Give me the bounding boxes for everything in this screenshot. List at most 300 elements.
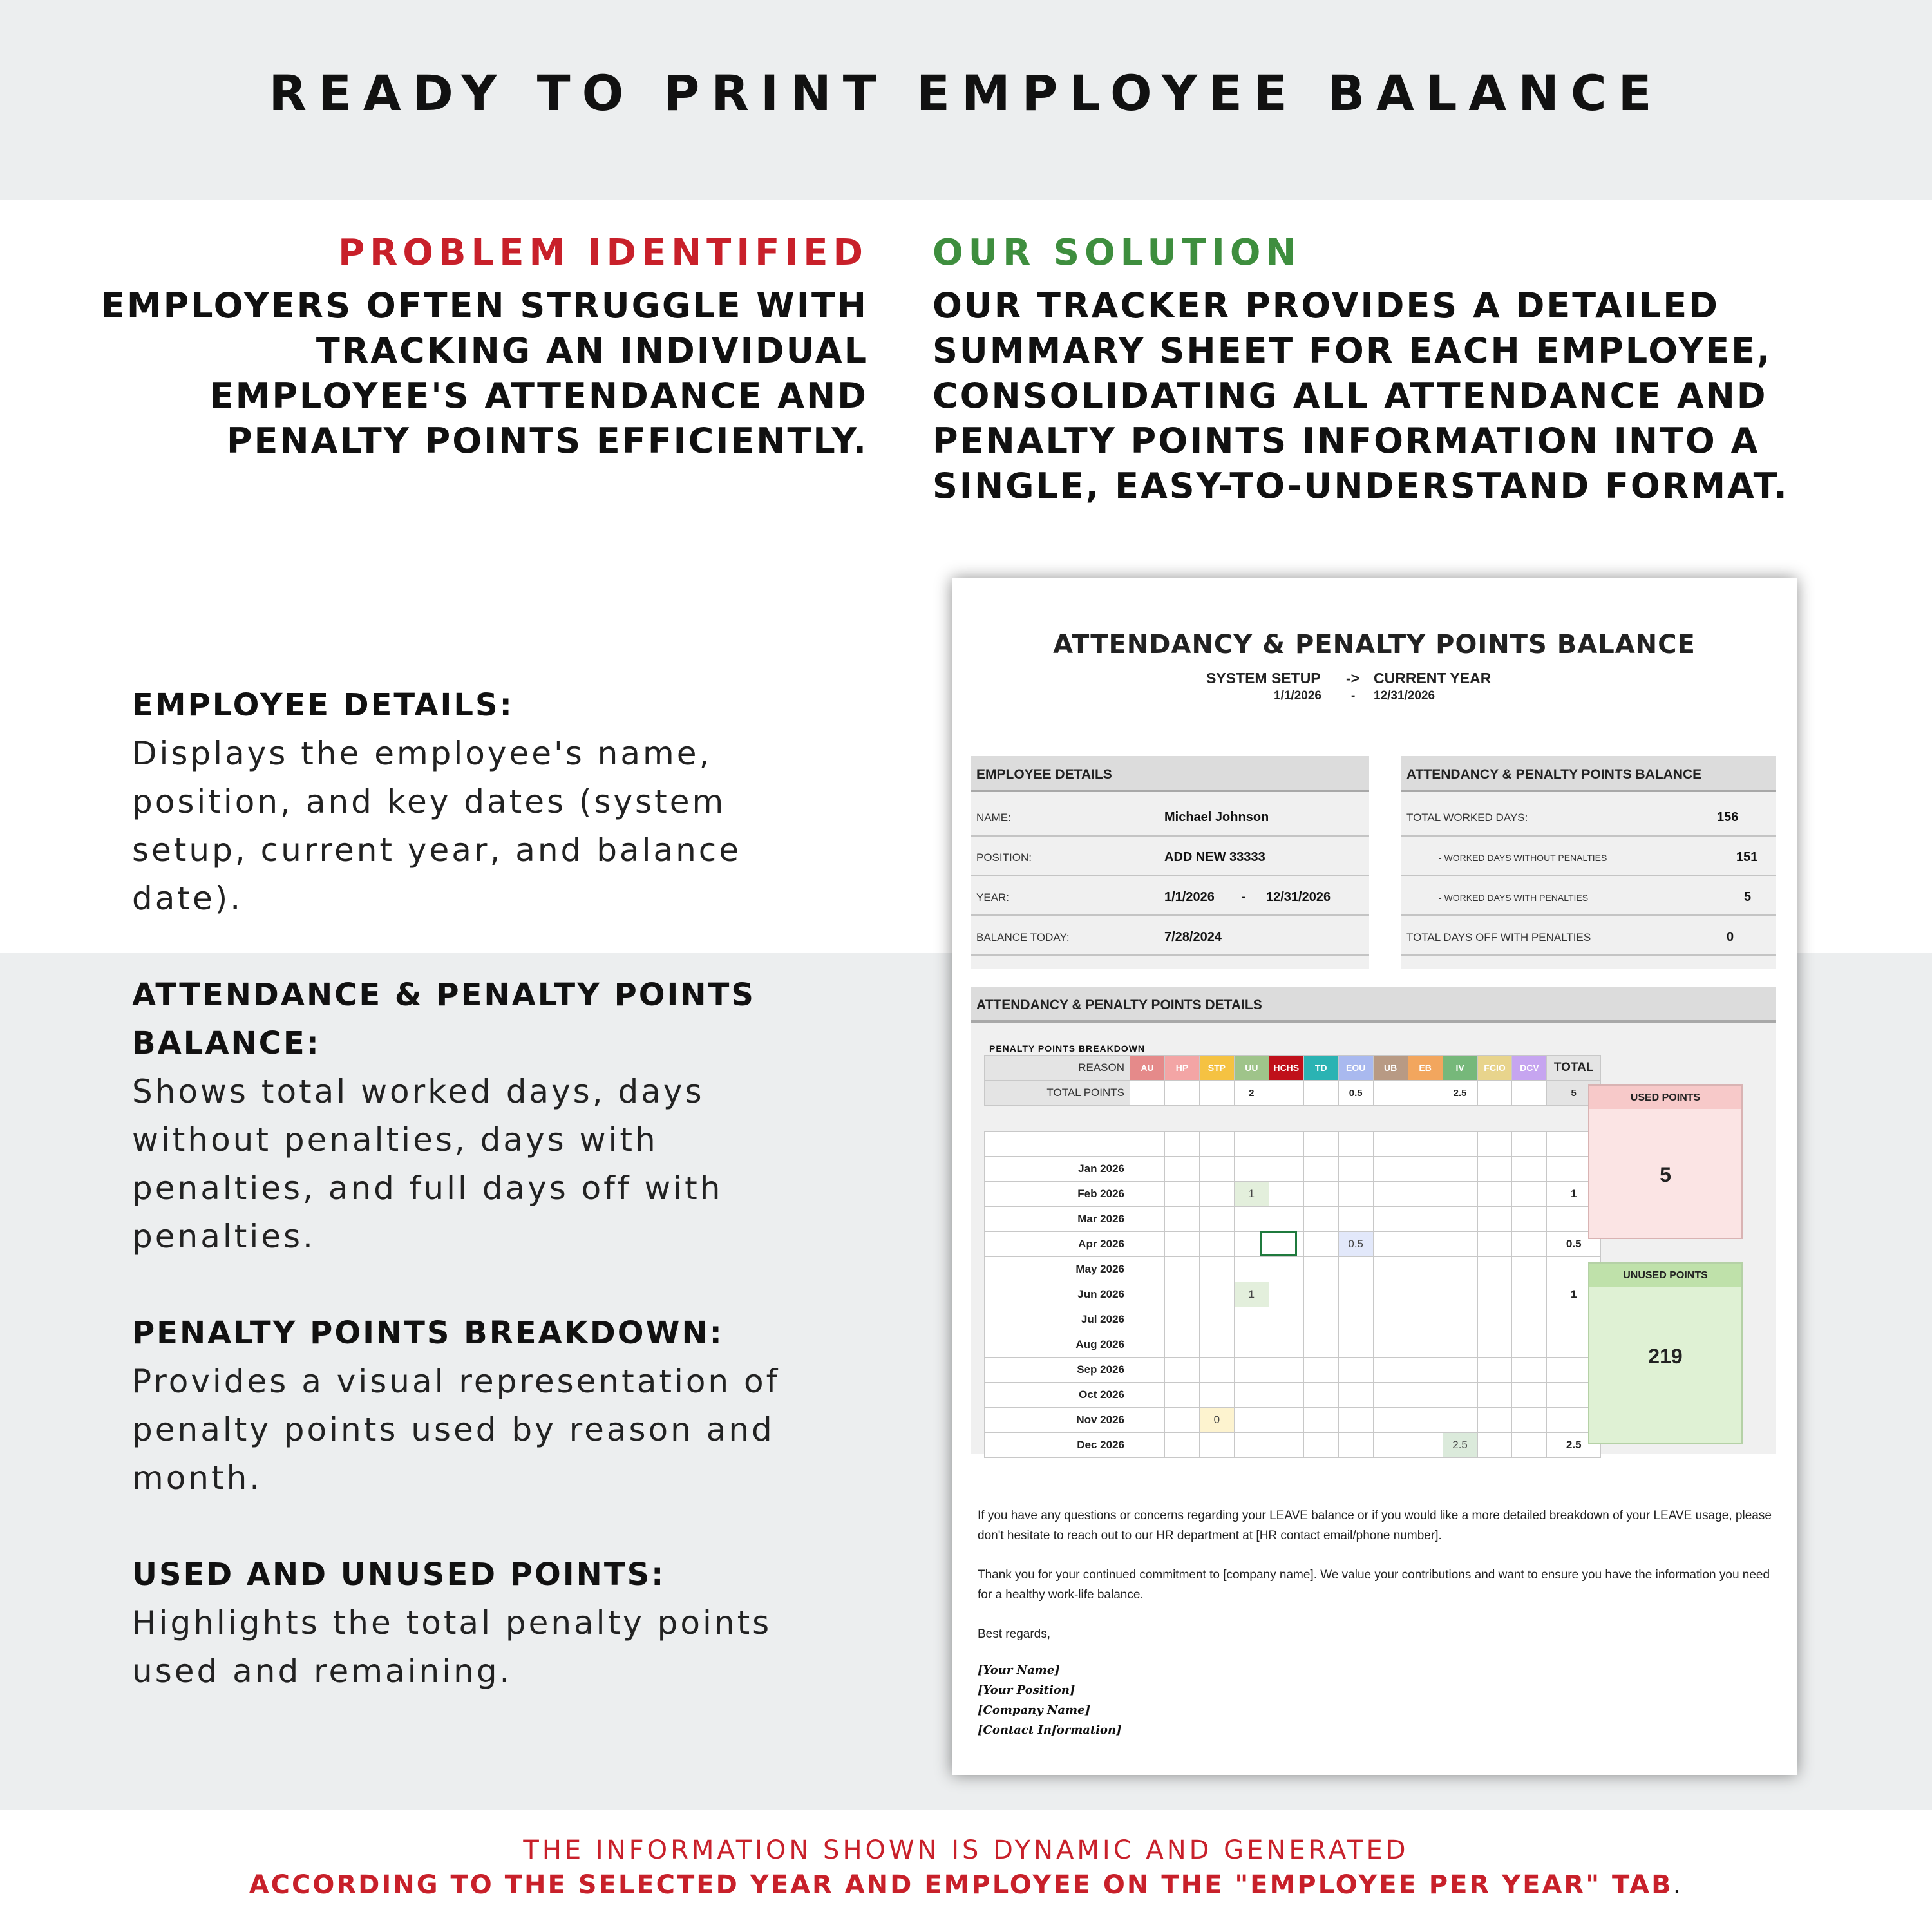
solution-line: SINGLE, EASY-TO-UNDERSTAND FORMAT.	[933, 466, 1789, 506]
details-heading: ATTENDANCY & PENALTY POINTS DETAILS	[971, 987, 1776, 1023]
month-cell: 2.5	[1443, 1433, 1477, 1458]
month-cell	[1477, 1207, 1512, 1232]
month-cell	[1303, 1408, 1338, 1433]
month-cell	[1234, 1332, 1269, 1358]
month-cell	[1269, 1408, 1303, 1433]
month-cell	[1164, 1358, 1199, 1383]
reason-row	[985, 1056, 1601, 1081]
system-setup-label: SYSTEM SETUP	[1206, 670, 1321, 687]
month-cell	[1477, 1232, 1512, 1257]
month-cell	[1199, 1332, 1234, 1358]
month-cell: 1	[1234, 1282, 1269, 1307]
name-label: NAME:	[976, 811, 1011, 824]
month-cell	[1443, 1358, 1477, 1383]
month-cell	[1477, 1358, 1512, 1383]
feature-heading: USED AND UNUSED POINTS:	[132, 1557, 666, 1593]
month-cell	[1477, 1332, 1512, 1358]
month-cell	[1303, 1282, 1338, 1307]
month-cell	[1303, 1358, 1338, 1383]
with-penalties-row	[1401, 875, 1776, 916]
month-cell	[1164, 1232, 1199, 1257]
month-cell	[1130, 1358, 1165, 1383]
balance-date: 7/28/2024	[1164, 930, 1222, 944]
month-cell	[1408, 1257, 1443, 1282]
empty-cell	[1303, 1132, 1338, 1157]
reason-total	[1269, 1081, 1303, 1106]
reason-code-eou: EOU	[1338, 1056, 1373, 1081]
month-cell	[1269, 1332, 1303, 1358]
reason-code-eb: EB	[1408, 1056, 1443, 1081]
month-label: Aug 2026	[985, 1332, 1130, 1358]
problem-line: EMPLOYEE'S ATTENDANCE AND	[209, 375, 868, 416]
feature-heading: ATTENDANCE & PENALTY POINTS BALANCE:	[132, 977, 755, 1061]
month-cell	[1338, 1332, 1373, 1358]
month-cell	[1303, 1182, 1338, 1207]
month-cell	[1373, 1232, 1408, 1257]
month-cell	[1164, 1332, 1199, 1358]
signature-position: [Your Position]	[978, 1683, 1075, 1697]
month-cell	[1408, 1207, 1443, 1232]
month-row	[985, 1332, 1601, 1358]
solution-text	[933, 283, 1860, 509]
letter-regards: Best regards,	[978, 1627, 1050, 1641]
month-cell	[1408, 1157, 1443, 1182]
feature-body: Provides a visual representation of penalty points used by reason and month.	[132, 1363, 781, 1497]
arrow-label: ->	[1346, 670, 1360, 687]
month-label: Sep 2026	[985, 1358, 1130, 1383]
year-label: YEAR:	[976, 891, 1010, 904]
reason-total: 0.5	[1338, 1081, 1373, 1106]
feature-body: Highlights the total penalty points used and remaining.	[132, 1604, 772, 1690]
month-cell	[1477, 1282, 1512, 1307]
month-cell	[1443, 1408, 1477, 1433]
reason-header-table	[984, 1055, 1601, 1106]
month-cell	[1443, 1207, 1477, 1232]
month-cell	[1303, 1307, 1338, 1332]
month-cell	[1130, 1182, 1165, 1207]
balance-sheet-preview	[952, 578, 1797, 1775]
problem-line: PENALTY POINTS EFFICIENTLY.	[226, 421, 868, 461]
footer-line-2-text: ACCORDING TO THE SELECTED YEAR AND EMPLOYEE ON THE "EMPLOYEE PER YEAR" TAB	[249, 1870, 1673, 1900]
month-cell	[1164, 1408, 1199, 1433]
feature-breakdown	[132, 1309, 808, 1502]
month-total: 1	[1547, 1282, 1601, 1307]
problem-heading: PROBLEM IDENTIFIED	[338, 232, 868, 274]
unused-points-box	[1588, 1262, 1743, 1444]
total-points-label: TOTAL POINTS	[985, 1081, 1130, 1106]
letter-paragraph: If you have any questions or concerns regarding your LEAVE balance or if you would like a more detailed breakdown of your LEAVE usage, please don't hesitate to reach out to our HR department at [HR contact email/phone number].	[978, 1509, 1772, 1542]
month-cell	[1164, 1257, 1199, 1282]
month-cell	[1269, 1358, 1303, 1383]
month-cell	[1443, 1182, 1477, 1207]
month-cell	[1130, 1232, 1165, 1257]
reason-code-stp: STP	[1199, 1056, 1234, 1081]
feature-balance	[132, 971, 808, 1261]
month-label: Oct 2026	[985, 1383, 1130, 1408]
name-row	[971, 795, 1369, 837]
month-cell	[1373, 1358, 1408, 1383]
problem-line: EMPLOYERS OFTEN STRUGGLE WITH	[100, 285, 868, 326]
month-cell	[1373, 1383, 1408, 1408]
month-cell	[1303, 1232, 1338, 1257]
month-cell	[1408, 1282, 1443, 1307]
reason-total	[1164, 1081, 1199, 1106]
month-cell	[1269, 1207, 1303, 1232]
position-label: POSITION:	[976, 851, 1032, 864]
empty-cell	[1512, 1132, 1547, 1157]
month-total: 1	[1547, 1182, 1601, 1207]
solution-line: SUMMARY SHEET FOR EACH EMPLOYEE,	[933, 330, 1772, 371]
unused-points-value: 219	[1648, 1345, 1683, 1368]
month-cell	[1303, 1383, 1338, 1408]
footer-line-2	[0, 1870, 1932, 1900]
feature-used-unused	[132, 1551, 808, 1696]
month-row	[985, 1157, 1601, 1182]
month-cell	[1303, 1433, 1338, 1458]
month-cell	[1512, 1433, 1547, 1458]
month-cell	[1477, 1257, 1512, 1282]
reason-total: 2	[1234, 1081, 1269, 1106]
reason-total	[1373, 1081, 1408, 1106]
month-cell	[1234, 1358, 1269, 1383]
month-cell	[1443, 1383, 1477, 1408]
days-off-row	[1401, 914, 1776, 956]
month-label: Dec 2026	[985, 1433, 1130, 1458]
worked-days-value: 156	[1717, 810, 1739, 824]
month-label: Apr 2026	[985, 1232, 1130, 1257]
month-row	[985, 1433, 1601, 1458]
month-cell	[1234, 1207, 1269, 1232]
position-row	[971, 835, 1369, 876]
page-title: READY TO PRINT EMPLOYEE BALANCE	[269, 64, 1663, 122]
month-cell	[1303, 1207, 1338, 1232]
without-penalties-row	[1401, 835, 1776, 876]
feature-heading: EMPLOYEE DETAILS:	[132, 687, 514, 723]
grand-total: 5	[1547, 1081, 1601, 1106]
employee-details-panel	[971, 756, 1369, 969]
month-cell	[1443, 1307, 1477, 1332]
current-year-label: CURRENT YEAR	[1374, 670, 1492, 687]
month-cell	[1477, 1383, 1512, 1408]
month-cell: 1	[1234, 1182, 1269, 1207]
month-cell	[1269, 1282, 1303, 1307]
balance-date-row	[971, 914, 1369, 956]
month-cell	[1373, 1257, 1408, 1282]
month-cell	[1512, 1307, 1547, 1332]
month-cell	[1443, 1232, 1477, 1257]
month-cell	[1443, 1157, 1477, 1182]
used-points-value: 5	[1660, 1163, 1671, 1186]
days-off-value: 0	[1727, 930, 1734, 944]
month-cell: 0	[1199, 1408, 1234, 1433]
month-cell	[1269, 1433, 1303, 1458]
monthly-breakdown-table	[984, 1131, 1601, 1458]
solution-heading: OUR SOLUTION	[933, 232, 1302, 274]
month-label: Jun 2026	[985, 1282, 1130, 1307]
month-cell	[1477, 1182, 1512, 1207]
month-cell	[1130, 1307, 1165, 1332]
month-cell	[1443, 1332, 1477, 1358]
used-points-label: USED POINTS	[1589, 1086, 1741, 1109]
reason-code-uu: UU	[1234, 1056, 1269, 1081]
month-cell	[1338, 1182, 1373, 1207]
selected-cell[interactable]	[1260, 1231, 1297, 1256]
month-cell	[1199, 1157, 1234, 1182]
total-points-row	[985, 1081, 1601, 1106]
month-label: Jan 2026	[985, 1157, 1130, 1182]
reason-total	[1408, 1081, 1443, 1106]
reason-total	[1303, 1081, 1338, 1106]
month-cell	[1303, 1157, 1338, 1182]
reason-total	[1477, 1081, 1512, 1106]
month-cell	[1338, 1383, 1373, 1408]
month-cell	[1373, 1408, 1408, 1433]
month-cell	[1512, 1358, 1547, 1383]
signature-name: [Your Name]	[978, 1663, 1060, 1677]
month-cell	[1303, 1257, 1338, 1282]
used-points-box	[1588, 1084, 1743, 1239]
empty-cell	[1373, 1132, 1408, 1157]
year-row	[971, 875, 1369, 916]
empty-cell	[1164, 1132, 1199, 1157]
month-cell	[1512, 1408, 1547, 1433]
month-cell	[1512, 1257, 1547, 1282]
month-cell	[1512, 1157, 1547, 1182]
month-cell	[1130, 1433, 1165, 1458]
month-cell	[1164, 1433, 1199, 1458]
month-cell	[1338, 1358, 1373, 1383]
month-cell	[1234, 1433, 1269, 1458]
feature-body: Displays the employee's name, position, and key dates (system setup, current year, and balance date).	[132, 735, 742, 917]
reason-total: 2.5	[1443, 1081, 1477, 1106]
month-cell	[1512, 1383, 1547, 1408]
problem-text	[31, 283, 868, 464]
with-penalties-label: - WORKED DAYS WITH PENALTIES	[1439, 893, 1589, 903]
month-label: Feb 2026	[985, 1182, 1130, 1207]
employee-details-heading: EMPLOYEE DETAILS	[971, 756, 1369, 792]
month-row	[985, 1358, 1601, 1383]
month-cell	[1130, 1282, 1165, 1307]
sheet-title: ATTENDANCY & PENALTY POINTS BALANCE	[1053, 630, 1696, 659]
month-cell	[1199, 1182, 1234, 1207]
solution-line: OUR TRACKER PROVIDES A DETAILED	[933, 285, 1719, 326]
month-cell	[1373, 1282, 1408, 1307]
empty-cell	[1130, 1132, 1165, 1157]
month-cell	[1338, 1257, 1373, 1282]
month-cell	[1443, 1282, 1477, 1307]
month-cell	[1338, 1282, 1373, 1307]
reason-code-ub: UB	[1373, 1056, 1408, 1081]
breakdown-label: PENALTY POINTS BREAKDOWN	[989, 1043, 1146, 1054]
month-cell	[1338, 1157, 1373, 1182]
feature-body: Shows total worked days, days without penalties, days with penalties, and full days off with penalties.	[132, 1073, 723, 1255]
month-cell	[1512, 1182, 1547, 1207]
worked-days-row	[1401, 795, 1776, 837]
month-cell	[1269, 1383, 1303, 1408]
month-total: 0.5	[1547, 1232, 1601, 1257]
month-cell	[1477, 1433, 1512, 1458]
date-dash: -	[1351, 689, 1356, 703]
month-cell	[1199, 1257, 1234, 1282]
month-cell	[1408, 1383, 1443, 1408]
month-cell	[1269, 1182, 1303, 1207]
month-row	[985, 1207, 1601, 1232]
month-row	[985, 1282, 1601, 1307]
problem-line: TRACKING AN INDIVIDUAL	[316, 330, 868, 371]
empty-cell	[1443, 1132, 1477, 1157]
days-off-label: TOTAL DAYS OFF WITH PENALTIES	[1406, 931, 1591, 943]
month-row	[985, 1383, 1601, 1408]
month-cell	[1338, 1433, 1373, 1458]
solution-line: CONSOLIDATING ALL ATTENDANCE AND	[933, 375, 1768, 416]
month-cell	[1164, 1282, 1199, 1307]
balance-heading: ATTENDANCY & PENALTY POINTS BALANCE	[1401, 756, 1776, 792]
month-cell	[1130, 1157, 1165, 1182]
start-date: 1/1/2026	[1274, 689, 1321, 703]
empty-cell	[1338, 1132, 1373, 1157]
month-cell	[1373, 1157, 1408, 1182]
month-cell	[1269, 1157, 1303, 1182]
month-cell	[1477, 1307, 1512, 1332]
unused-points-label: UNUSED POINTS	[1589, 1264, 1741, 1287]
reason-code-fcio: FCIO	[1477, 1056, 1512, 1081]
without-penalties-value: 151	[1736, 850, 1758, 864]
employee-name: Michael Johnson	[1164, 810, 1269, 824]
month-cell	[1477, 1408, 1512, 1433]
month-cell	[1199, 1433, 1234, 1458]
reason-code-td: TD	[1303, 1056, 1338, 1081]
reason-label: REASON	[985, 1056, 1130, 1081]
feature-employee-details	[132, 681, 808, 923]
spacer-row	[985, 1132, 1601, 1157]
signature-block	[978, 1660, 1776, 1740]
reason-code-iv: IV	[1443, 1056, 1477, 1081]
month-cell	[1408, 1182, 1443, 1207]
reason-total	[1199, 1081, 1234, 1106]
employee-position: ADD NEW 33333	[1164, 850, 1265, 864]
month-cell	[1512, 1232, 1547, 1257]
month-cell	[1164, 1383, 1199, 1408]
reason-total	[1512, 1081, 1547, 1106]
reason-total	[1130, 1081, 1165, 1106]
month-cell	[1234, 1157, 1269, 1182]
month-row	[985, 1257, 1601, 1282]
month-cell	[1164, 1182, 1199, 1207]
month-row	[985, 1408, 1601, 1433]
reason-code-au: AU	[1130, 1056, 1165, 1081]
solution-line: PENALTY POINTS INFORMATION INTO A	[933, 421, 1760, 461]
month-cell	[1408, 1307, 1443, 1332]
balance-today-label: BALANCE TODAY:	[976, 931, 1070, 943]
empty-cell	[1269, 1132, 1303, 1157]
total-header: TOTAL	[1547, 1056, 1601, 1081]
month-cell	[1373, 1332, 1408, 1358]
empty-cell	[1234, 1132, 1269, 1157]
month-cell	[1199, 1232, 1234, 1257]
month-label: Jul 2026	[985, 1307, 1130, 1332]
month-cell	[1408, 1358, 1443, 1383]
balance-panel	[1401, 756, 1776, 969]
reason-code-hp: HP	[1164, 1056, 1199, 1081]
month-cell	[1130, 1207, 1165, 1232]
month-cell	[1373, 1433, 1408, 1458]
month-cell	[1164, 1157, 1199, 1182]
letter-paragraph: Thank you for your continued commitment to [company name]. We value your contributions and want to ensure you have the information you need for a healthy work-life balance.	[978, 1568, 1770, 1602]
month-cell	[1373, 1307, 1408, 1332]
month-cell	[1477, 1157, 1512, 1182]
month-cell	[1130, 1408, 1165, 1433]
footer-line-1: THE INFORMATION SHOWN IS DYNAMIC AND GENERATED	[523, 1835, 1409, 1865]
month-cell	[1338, 1207, 1373, 1232]
with-penalties-value: 5	[1744, 890, 1752, 904]
month-cell	[1130, 1383, 1165, 1408]
footer-period: .	[1672, 1870, 1683, 1900]
reason-code-hchs: HCHS	[1269, 1056, 1303, 1081]
month-label: May 2026	[985, 1257, 1130, 1282]
month-cell	[1269, 1257, 1303, 1282]
month-cell	[1408, 1332, 1443, 1358]
empty-cell	[985, 1132, 1130, 1157]
month-cell	[1234, 1408, 1269, 1433]
empty-cell	[1408, 1132, 1443, 1157]
month-cell	[1199, 1383, 1234, 1408]
year-start: 1/1/2026	[1164, 890, 1215, 904]
month-cell	[1512, 1282, 1547, 1307]
month-total: 2.5	[1547, 1433, 1601, 1458]
month-label: Mar 2026	[985, 1207, 1130, 1232]
month-cell	[1199, 1358, 1234, 1383]
month-cell	[1164, 1207, 1199, 1232]
without-penalties-label: - WORKED DAYS WITHOUT PENALTIES	[1439, 853, 1607, 863]
month-cell: 0.5	[1338, 1232, 1373, 1257]
feature-heading: PENALTY POINTS BREAKDOWN:	[132, 1315, 724, 1351]
worked-days-label: TOTAL WORKED DAYS:	[1406, 811, 1528, 824]
month-cell	[1130, 1332, 1165, 1358]
empty-cell	[1477, 1132, 1512, 1157]
month-cell	[1199, 1207, 1234, 1232]
month-cell	[1512, 1207, 1547, 1232]
month-cell	[1338, 1408, 1373, 1433]
month-cell	[1303, 1332, 1338, 1358]
signature-contact: [Contact Information]	[978, 1723, 1122, 1737]
month-cell	[1373, 1182, 1408, 1207]
month-row	[985, 1182, 1601, 1207]
month-cell	[1199, 1307, 1234, 1332]
month-cell	[1408, 1232, 1443, 1257]
month-cell	[1234, 1383, 1269, 1408]
month-cell	[1199, 1282, 1234, 1307]
month-cell	[1408, 1408, 1443, 1433]
month-cell	[1164, 1307, 1199, 1332]
month-cell	[1512, 1332, 1547, 1358]
month-cell	[1234, 1257, 1269, 1282]
month-label: Nov 2026	[985, 1408, 1130, 1433]
signature-company: [Company Name]	[978, 1703, 1091, 1717]
month-cell	[1373, 1207, 1408, 1232]
empty-cell	[1199, 1132, 1234, 1157]
year-end: 12/31/2026	[1266, 890, 1331, 904]
end-date: 12/31/2026	[1374, 689, 1435, 703]
year-dash: -	[1242, 890, 1246, 904]
month-row	[985, 1307, 1601, 1332]
month-cell	[1443, 1257, 1477, 1282]
month-cell	[1408, 1433, 1443, 1458]
month-cell	[1130, 1257, 1165, 1282]
month-cell	[1269, 1307, 1303, 1332]
reason-code-dcv: DCV	[1512, 1056, 1547, 1081]
month-cell	[1234, 1307, 1269, 1332]
month-cell	[1338, 1307, 1373, 1332]
